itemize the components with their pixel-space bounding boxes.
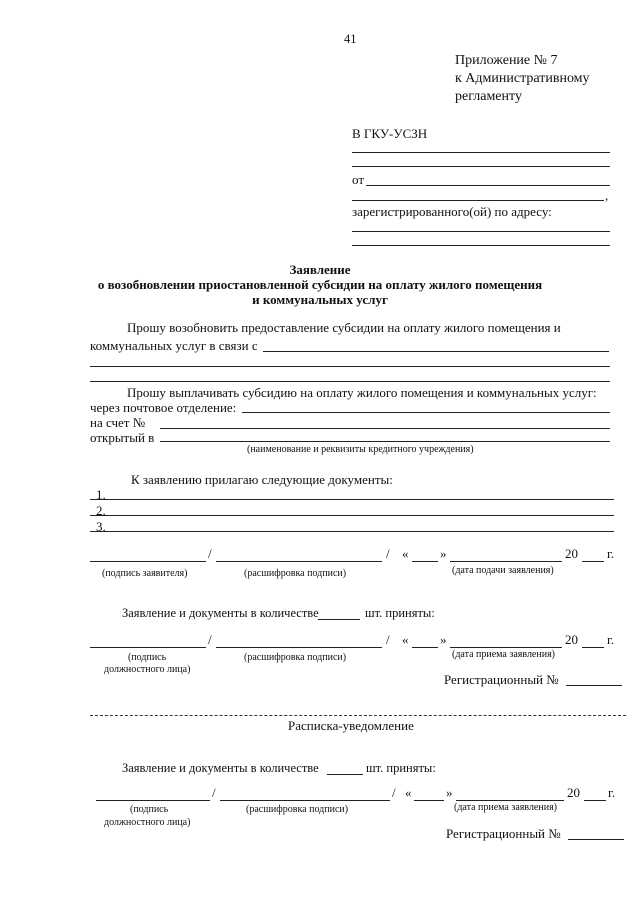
reg-number-label: Регистрационный № bbox=[444, 672, 559, 687]
caption-date: (дата приема заявления) bbox=[454, 802, 558, 813]
addressee-line-1[interactable] bbox=[352, 152, 610, 153]
attachment-item-3-num: 3. bbox=[96, 519, 106, 534]
post-office-field[interactable] bbox=[242, 412, 610, 413]
year-prefix: 20 bbox=[567, 785, 580, 800]
appendix-line2: к Административному bbox=[455, 71, 590, 86]
quote-open: « bbox=[402, 632, 409, 647]
payment-post: через почтовое отделение: bbox=[90, 400, 237, 415]
quote-close: » bbox=[440, 546, 447, 561]
accept1-month-field[interactable] bbox=[450, 647, 562, 648]
year-prefix: 20 bbox=[565, 546, 578, 561]
caption-date: (дата приема заявления) bbox=[452, 649, 556, 660]
quote-close: » bbox=[446, 785, 453, 800]
caption-decode: (расшифровка подписи) bbox=[246, 804, 349, 815]
request-line2: коммунальных услуг в связи с bbox=[90, 338, 258, 353]
quote-open: « bbox=[405, 785, 412, 800]
payment-intro: Прошу выплачивать субсидию на оплату жилого помещения и коммунальных услуг: bbox=[127, 385, 597, 400]
year-suffix: г. bbox=[607, 546, 615, 561]
caption-sign-1: (подпись bbox=[130, 804, 169, 815]
slash: / bbox=[386, 632, 390, 647]
title-line1: Заявление bbox=[289, 262, 351, 277]
accept2-day-field[interactable] bbox=[414, 800, 444, 801]
caption-sign-1: (подпись bbox=[128, 652, 167, 663]
addressee-comma: , bbox=[605, 188, 609, 203]
reason-field-3[interactable] bbox=[90, 381, 610, 382]
accept2-month-field[interactable] bbox=[456, 800, 564, 801]
slash: / bbox=[212, 785, 216, 800]
accept1-sign-field[interactable] bbox=[90, 647, 206, 648]
reg-number-field[interactable] bbox=[568, 839, 624, 840]
attachment-item-1-num: 1. bbox=[96, 487, 106, 502]
from-name-field[interactable] bbox=[366, 185, 610, 186]
payment-opened: открытый в bbox=[90, 430, 155, 445]
caption-decode: (расшифровка подписи) bbox=[244, 652, 347, 663]
reason-field-2[interactable] bbox=[90, 366, 610, 367]
accept2-text1: Заявление и документы в количестве bbox=[122, 761, 319, 775]
caption-applicant-sign: (подпись заявителя) bbox=[102, 568, 188, 579]
attachment-item-3-field[interactable] bbox=[90, 531, 614, 532]
accept2-count-field[interactable] bbox=[327, 774, 363, 775]
year-suffix: г. bbox=[607, 632, 615, 647]
accept1-text2: шт. приняты: bbox=[365, 606, 435, 620]
accept1-decode-field[interactable] bbox=[216, 647, 382, 648]
addressee-from: от bbox=[352, 172, 365, 187]
year-suffix: г. bbox=[608, 785, 616, 800]
addressee-to: В ГКУ-УСЗН bbox=[352, 126, 428, 141]
bank-caption: (наименование и реквизиты кредитного учреждения) bbox=[247, 444, 474, 455]
attachment-item-1-field[interactable] bbox=[90, 499, 614, 500]
slash: / bbox=[208, 546, 212, 561]
cut-line bbox=[90, 715, 626, 716]
quote-open: « bbox=[402, 546, 409, 561]
accept2-sign-field[interactable] bbox=[96, 800, 210, 801]
slash: / bbox=[386, 546, 390, 561]
applicant-year-field[interactable] bbox=[582, 561, 604, 562]
accept1-text1: Заявление и документы в количестве bbox=[122, 606, 319, 620]
accept2-decode-field[interactable] bbox=[220, 800, 390, 801]
attachment-item-2-field[interactable] bbox=[90, 515, 614, 516]
address-field-1[interactable] bbox=[352, 231, 610, 232]
applicant-decode-field[interactable] bbox=[216, 561, 382, 562]
title-line3: и коммунальных услуг bbox=[252, 292, 388, 307]
accept1-day-field[interactable] bbox=[412, 647, 438, 648]
account-field[interactable] bbox=[160, 428, 610, 429]
slash: / bbox=[392, 785, 396, 800]
addressee-registered: зарегистрированного(ой) по адресу: bbox=[352, 204, 552, 219]
accept2-year-field[interactable] bbox=[584, 800, 606, 801]
caption-date: (дата подачи заявления) bbox=[452, 565, 554, 576]
slash: / bbox=[208, 632, 212, 647]
appendix-line3: регламенту bbox=[455, 89, 522, 104]
address-field-2[interactable] bbox=[352, 245, 610, 246]
reg-number-label: Регистрационный № bbox=[446, 826, 561, 841]
appendix-line1: Приложение № 7 bbox=[455, 53, 558, 68]
attachment-item-2-num: 2. bbox=[96, 503, 106, 518]
caption-decode: (расшифровка подписи) bbox=[244, 568, 347, 579]
accept1-year-field[interactable] bbox=[582, 647, 604, 648]
caption-sign-2: должностного лица) bbox=[104, 817, 191, 828]
addressee-line-2[interactable] bbox=[352, 166, 610, 167]
applicant-day-field[interactable] bbox=[412, 561, 438, 562]
payment-account: на счет № bbox=[90, 415, 146, 430]
reg-number-field[interactable] bbox=[566, 685, 622, 686]
applicant-sign-field[interactable] bbox=[90, 561, 206, 562]
quote-close: » bbox=[440, 632, 447, 647]
bank-field[interactable] bbox=[160, 441, 610, 442]
accept1-count-field[interactable] bbox=[318, 619, 360, 620]
request-line1: Прошу возобновить предоставление субсидии на оплату жилого помещения и bbox=[127, 320, 561, 335]
attachments-intro: К заявлению прилагаю следующие документы: bbox=[131, 472, 393, 487]
accept2-text2: шт. приняты: bbox=[366, 761, 436, 775]
caption-sign-2: должностного лица) bbox=[104, 664, 191, 675]
year-prefix: 20 bbox=[565, 632, 578, 647]
title-line2: о возобновлении приостановленной субсидии на оплату жилого помещения bbox=[97, 277, 543, 292]
applicant-month-field[interactable] bbox=[450, 561, 562, 562]
reason-field-1[interactable] bbox=[263, 351, 609, 352]
from-name-field-2[interactable] bbox=[352, 200, 604, 201]
receipt-title: Расписка-уведомление bbox=[288, 718, 414, 733]
page-number: 41 bbox=[344, 32, 357, 46]
